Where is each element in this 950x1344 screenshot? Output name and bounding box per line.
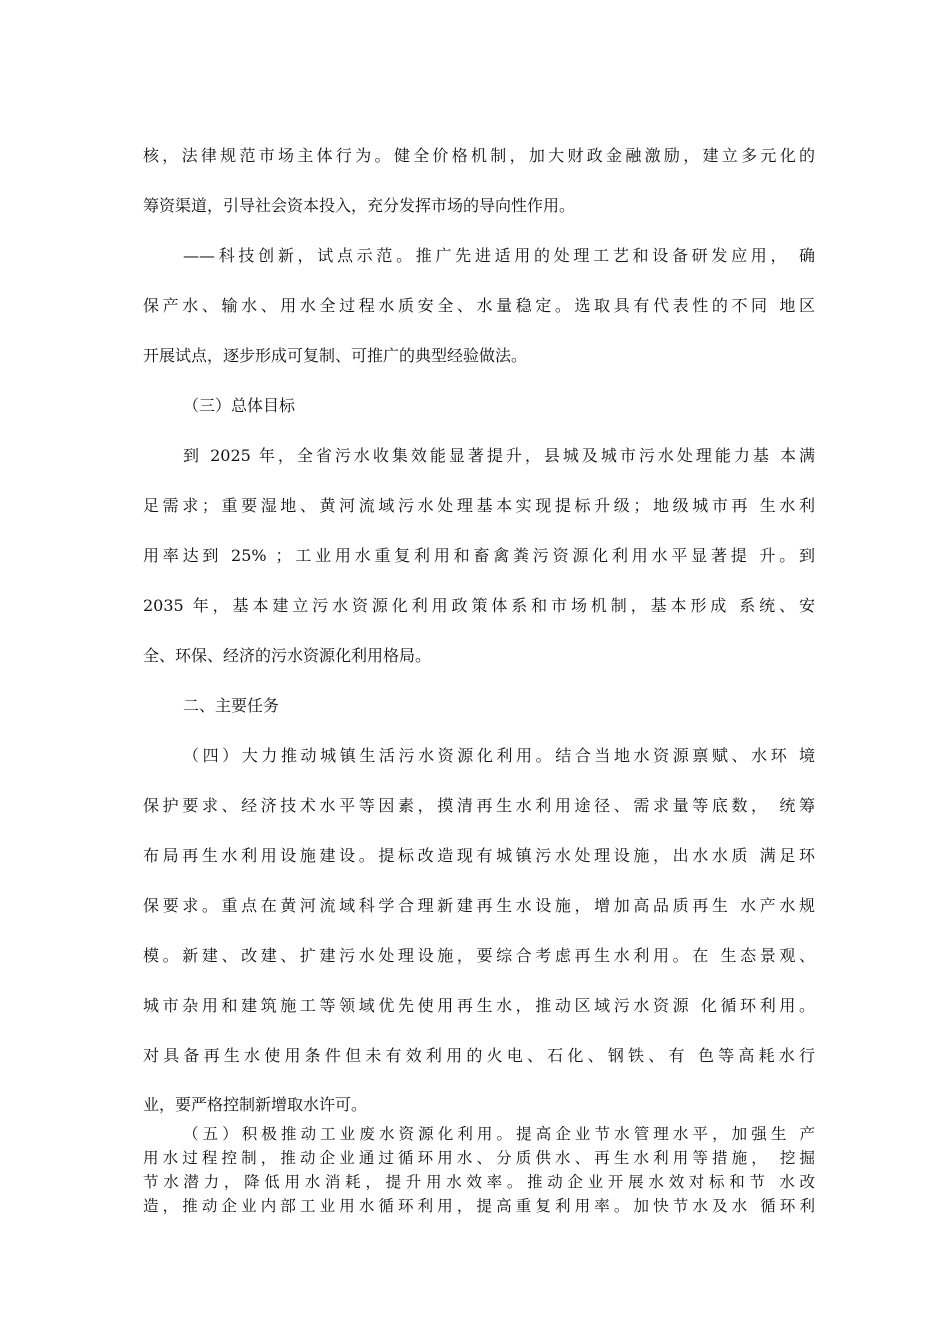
text-line: 足需求；重要湿地、黄河流域污水处理基本实现提标升级；地级城市再 生水利 [143, 496, 815, 515]
text-line: 筹资渠道，引导社会资本投入，充分发挥市场的导向性作用。 [143, 196, 576, 215]
text-line: 2035 年，基本建立污水资源化利用政策体系和市场机制，基本形成 系统、安 [143, 596, 815, 615]
text-line: 对具备再生水使用条件但未有效利用的火电、石化、钢铁、有 色等高耗水行 [143, 1046, 815, 1065]
section-heading: 二、主要任务 [183, 696, 280, 715]
text-line: 保产水、输水、用水全过程水质安全、水量稳定。选取具有代表性的不同 地区 [143, 296, 815, 315]
text-line: 节水潜力，降低用水消耗，提升用水效率。推动企业开展水效对标和节 水改 [143, 1173, 815, 1191]
text-line: 造，推动企业内部工业用水循环利用，提高重复利用率。加快节水及水 循环利 [143, 1197, 815, 1215]
text-line: （四）大力推动城镇生活污水资源化利用。结合当地水资源禀赋、水环 境 [183, 746, 815, 765]
text-line: （五）积极推动工业废水资源化利用。提高企业节水管理水平，加强生 产 [183, 1125, 815, 1143]
text-line: 城市杂用和建筑施工等领域优先使用再生水，推动区域污水资源 化循环利用。 [143, 996, 815, 1015]
text-line: 模。新建、改建、扩建污水处理设施，要综合考虑再生水利用。在 生态景观、 [143, 946, 815, 965]
text-line: 到 2025 年，全省污水收集效能显著提升，县城及城市污水处理能力基 本满 [183, 446, 815, 465]
text-line: 用率达到 25% ；工业用水重复利用和畜禽粪污资源化利用水平显著提 升。到 [143, 546, 815, 565]
text-line: 核，法律规范市场主体行为。健全价格机制，加大财政金融激励，建立多元化的 [143, 146, 815, 165]
text-line: 布局再生水利用设施建设。提标改造现有城镇污水处理设施，出水水质 满足环 [143, 846, 815, 865]
text-line: 业，要严格控制新增取水许可。 [143, 1095, 368, 1114]
text-line: 保要求。重点在黄河流域科学合理新建再生水设施，增加高品质再生 水产水规 [143, 896, 815, 915]
text-line: ——科技创新，试点示范。推广先进适用的处理工艺和设备研发应用， 确 [183, 246, 815, 265]
text-line: 全、环保、经济的污水资源化利用格局。 [143, 646, 432, 665]
text-line: 保护要求、经济技术水平等因素，摸清再生水利用途径、需求量等底数， 统筹 [143, 796, 815, 815]
section-heading: （三）总体目标 [183, 396, 296, 415]
text-line: 用水过程控制，推动企业通过循环用水、分质供水、再生水利用等措施， 挖掘 [143, 1149, 815, 1167]
text-line: 开展试点，逐步形成可复制、可推广的典型经验做法。 [143, 346, 528, 365]
